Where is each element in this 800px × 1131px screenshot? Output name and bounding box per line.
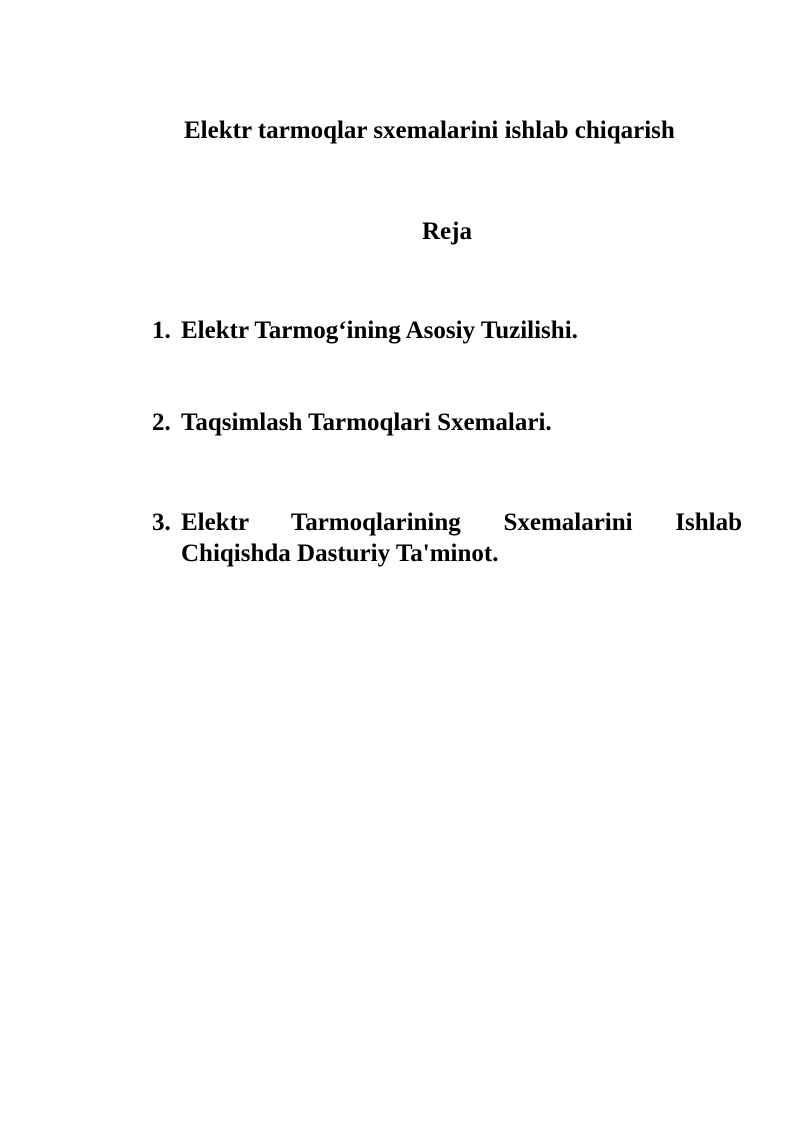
document-title: Elektr tarmoqlar sxemalarini ishlab chiqarish [184, 117, 675, 144]
plan-item-text: Elektr Tarmog‘ining Asosiy Tuzilishi. [181, 317, 578, 344]
plan-item-2 [152, 407, 742, 439]
plan-item-number: 3. [152, 509, 171, 536]
plan-heading: Reja [422, 218, 472, 245]
plan-item-3 [152, 507, 742, 569]
plan-item-1 [152, 315, 742, 347]
plan-item-text: Elektr Tarmoqlarining Sxemalarini Ishlab Chiqishda Dasturiy Ta'minot. [181, 509, 742, 567]
plan-item-number: 1. [152, 317, 171, 344]
plan-item-number: 2. [152, 409, 171, 436]
plan-item-text: Taqsimlash Tarmoqlari Sxemalari. [181, 409, 552, 436]
